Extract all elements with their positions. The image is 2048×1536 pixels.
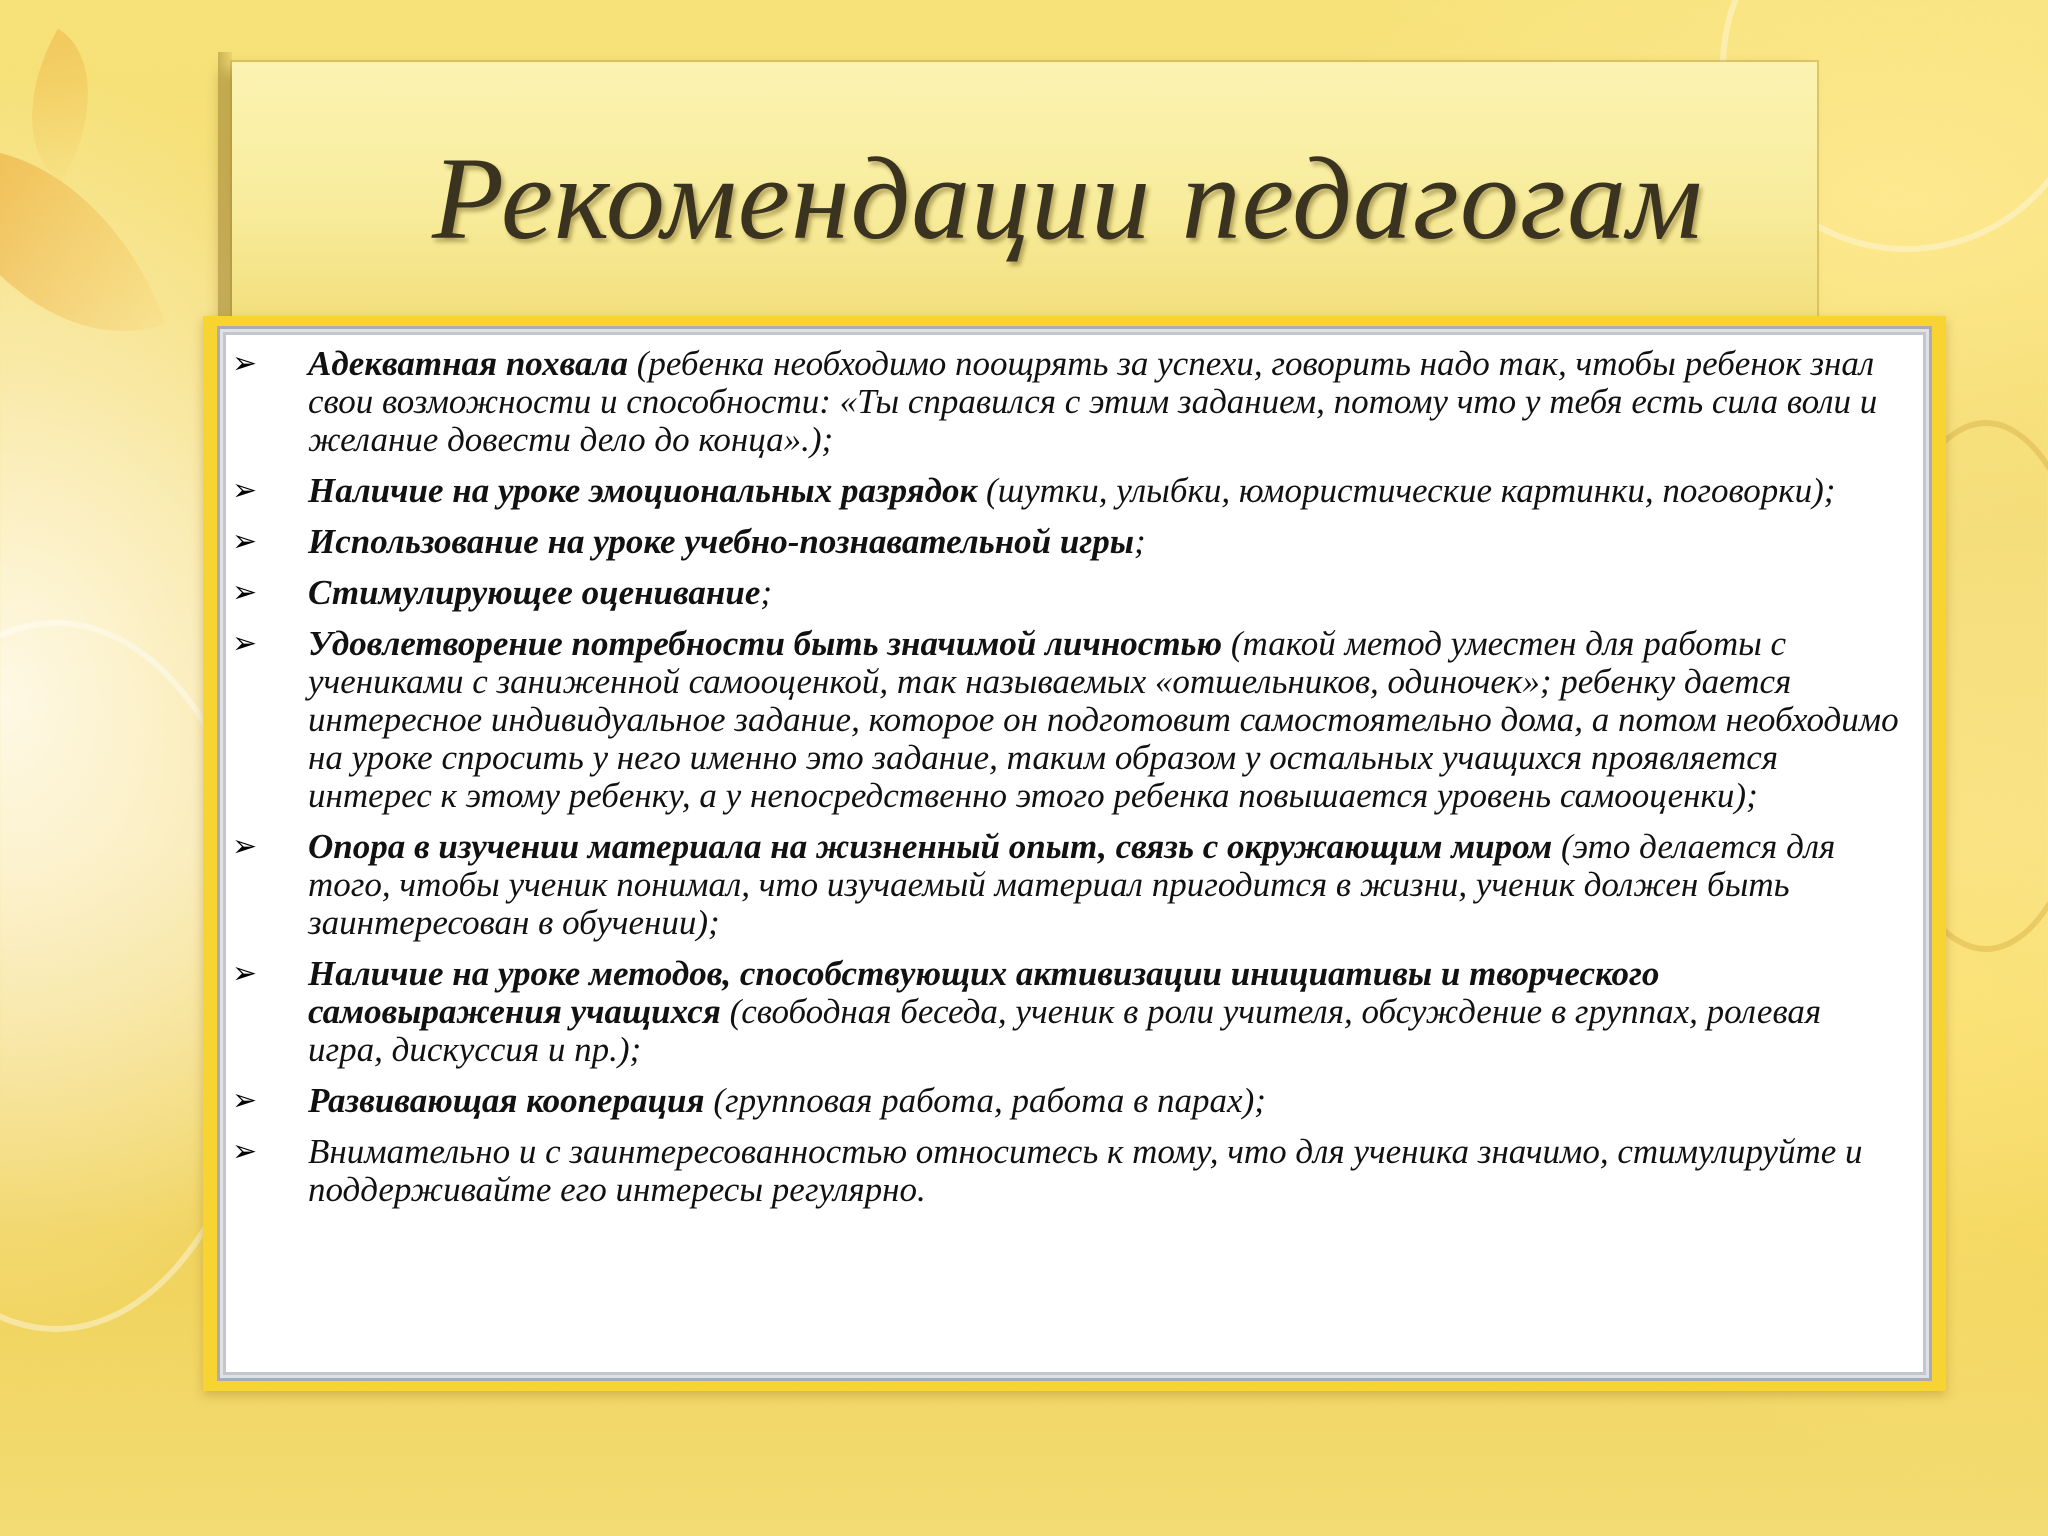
content-box <box>217 326 1932 1381</box>
item-detail-text: (шутки, улыбки, юмористические картинки, поговорки); <box>977 471 1836 510</box>
arrow-bullet-icon: ➢ <box>232 1084 258 1117</box>
title-plate <box>232 62 1817 324</box>
item-detail-text: (групповая работа, работа в парах); <box>704 1081 1266 1120</box>
item-detail-text: (такой метод уместен для работы с учениками с заниженной самооценкой, так называемых «отшельников, одиночек»; ребенку дается интересное индивидуальное задание, которое он подготовит самостоятельно дома, а потом необходимо на уроке спросить у него именно это задание, таким образом у остальных учащихся проявляется интерес к этому ребенку, а у непосредственно этого ребенка повышается уровень самооценки); <box>308 624 1899 815</box>
item-lead-text: Наличие на уроке эмоциональных разрядок <box>308 471 978 510</box>
arrow-bullet-icon: ➢ <box>232 957 258 990</box>
list-item <box>232 344 1899 459</box>
list-item <box>232 573 1899 612</box>
arrow-bullet-icon: ➢ <box>232 347 258 380</box>
arrow-bullet-icon: ➢ <box>232 474 258 507</box>
item-lead-text: Развивающая кооперация <box>308 1081 705 1120</box>
item-lead-text: Использование на уроке учебно-познавательной игры <box>308 522 1135 561</box>
recommendation-list <box>220 329 1929 1209</box>
content-frame <box>203 316 1946 1391</box>
item-lead-text: Наличие на уроке методов, способствующих активизации инициативы и творческого самовыражения учащихся <box>308 954 1660 1031</box>
item-detail-text: ; <box>1134 522 1146 561</box>
slide-title: Рекомендации педагогам <box>432 133 1704 264</box>
list-item <box>232 624 1899 815</box>
arrow-bullet-icon: ➢ <box>232 525 258 558</box>
arrow-bullet-icon: ➢ <box>232 1135 258 1168</box>
item-lead-text: Стимулирующее оценивание <box>308 573 761 612</box>
list-item <box>232 471 1899 510</box>
item-lead-text: Опора в изучении материала на жизненный опыт, связь с окружающим миром <box>308 827 1553 866</box>
arrow-bullet-icon: ➢ <box>232 627 258 660</box>
list-item <box>232 1132 1899 1209</box>
list-item <box>232 522 1899 561</box>
item-detail-text: Внимательно и с заинтересованностью относитесь к тому, что для ученика значимо, стимулируйте и поддерживайте его интересы регулярно. <box>308 1132 1863 1209</box>
arrow-bullet-icon: ➢ <box>232 830 258 863</box>
list-item <box>232 954 1899 1069</box>
item-detail-text: (это делается для того, чтобы ученик понимал, что изучаемый материал пригодится в жизни, ученик должен быть заинтересован в обучении); <box>308 827 1836 942</box>
arrow-bullet-icon: ➢ <box>232 576 258 609</box>
list-item <box>232 827 1899 942</box>
item-lead-text: Удовлетворение потребности быть значимой личностью <box>308 624 1223 663</box>
list-item <box>232 1081 1899 1120</box>
item-detail-text: ; <box>760 573 773 612</box>
item-detail-text: (свободная беседа, ученик в роли учителя, обсуждение в группах, ролевая игра, дискуссия и пр.); <box>308 992 1822 1069</box>
item-detail-text: (ребенка необходимо поощрять за успехи, говорить надо так, чтобы ребенок знал свои возможности и способности: «Ты справился с этим заданием, потому что у тебя есть сила воли и желание довести дело до конца».); <box>308 344 1878 459</box>
background-leaf-decoration <box>0 98 166 382</box>
item-lead-text: Адекватная похвала <box>308 344 628 383</box>
